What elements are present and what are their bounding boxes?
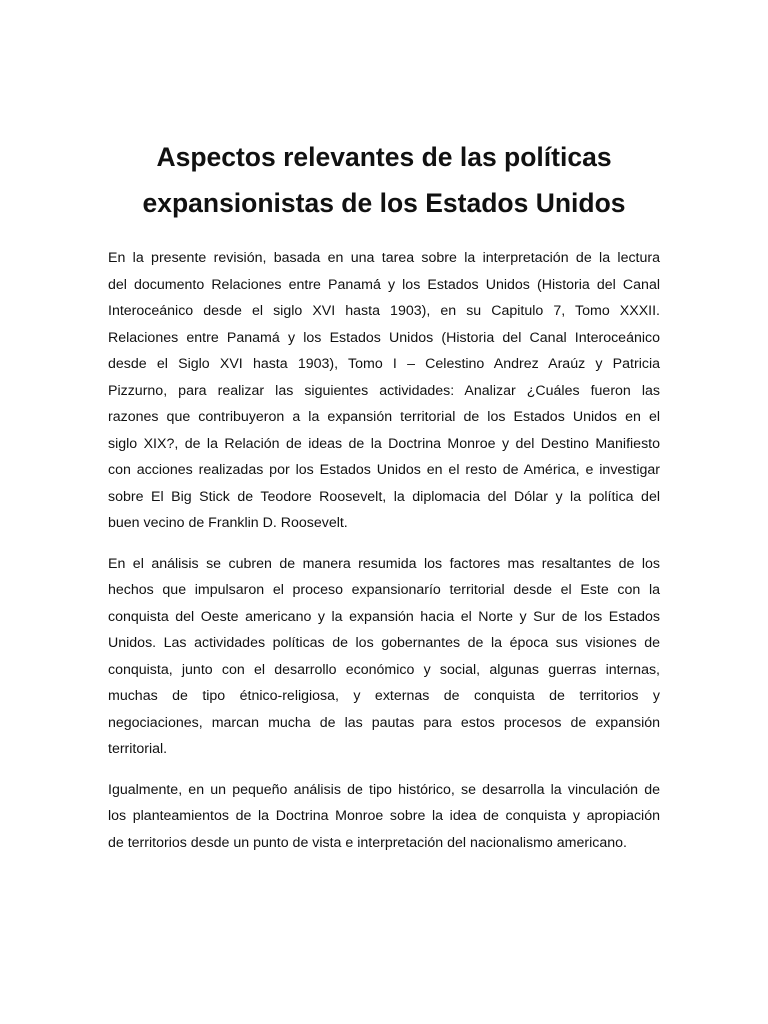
text-line: sobre El Big Stick de Teodore Roosevelt, la diplomacia del Dólar y la política del bbox=[108, 488, 660, 505]
document-body bbox=[108, 245, 660, 870]
document-title bbox=[108, 134, 660, 226]
paragraph-2 bbox=[108, 551, 660, 763]
text-line: desde el Siglo XVI hasta 1903), Tomo I – Celestino Andrez Araúz y Patricia bbox=[108, 356, 660, 372]
text-line: de territorios desde un punto de vista e interpretación del nacionalismo americano. bbox=[108, 834, 627, 851]
text-line: Pizzurno, para realizar las siguientes actividades: Analizar ¿Cuáles fueron las bbox=[108, 382, 660, 399]
title-line-1: Aspectos relevantes de las políticas bbox=[156, 142, 612, 172]
text-line: negociaciones, marcan mucha de las pautas para estos procesos de expansión bbox=[108, 714, 660, 731]
text-line: Igualmente, en un pequeño análisis de tipo histórico, se desarrolla la vinculación de bbox=[108, 781, 660, 798]
text-line: siglo XIX?, de la Relación de ideas de la Doctrina Monroe y del Destino Manifiesto bbox=[108, 435, 660, 452]
text-line: del documento Relaciones entre Panamá́ y los Estados Unidos (Historia del Canal bbox=[108, 276, 660, 293]
text-line: Relaciones entre Panamá y los Estados Unidos (Historia del Canal Interoceánico bbox=[108, 329, 660, 346]
text-line: los planteamientos de la Doctrina Monroe sobre la idea de conquista y apropiación bbox=[108, 808, 660, 824]
text-line: Unidos. Las actividades políticas de los gobernantes de la época sus visiones de bbox=[108, 635, 660, 651]
text-line: Interoceánico desde el siglo XVI hasta 1903), en su Capitulo 7, Tomo XXXII. bbox=[108, 303, 660, 319]
text-line: buen vecino de Franklin D. Roosevelt. bbox=[108, 515, 348, 531]
text-line: conquista del Oeste americano y la expansión hacia el Norte y Sur de los Estados bbox=[108, 608, 660, 625]
text-line: razones que contribuyeron a la expansión territorial de los Estados Unidos en el bbox=[108, 409, 660, 425]
text-line: En el análisis se cubren de manera resumida los factores mas resaltantes de los bbox=[108, 555, 660, 572]
text-line: muchas de tipo étnico-religiosa, y externas de conquista de territorios y bbox=[108, 688, 660, 704]
text-line: En la presente revisión, basada en una tarea sobre la interpretación de la lectura bbox=[108, 250, 660, 266]
paragraph-3 bbox=[108, 777, 660, 857]
text-line: hechos que impulsaron el proceso expansionarío territorial desde el Este con la bbox=[108, 582, 660, 598]
text-line: conquista, junto con el desarrollo económico y social, algunas guerras internas, bbox=[108, 661, 660, 678]
text-line: territorial. bbox=[108, 741, 168, 757]
text-line: con acciones realizadas por los Estados Unidos en el resto de América, e investigar bbox=[108, 462, 660, 478]
paragraph-1 bbox=[108, 245, 660, 537]
title-line-2: expansionistas de los Estados Unidos bbox=[142, 188, 626, 218]
